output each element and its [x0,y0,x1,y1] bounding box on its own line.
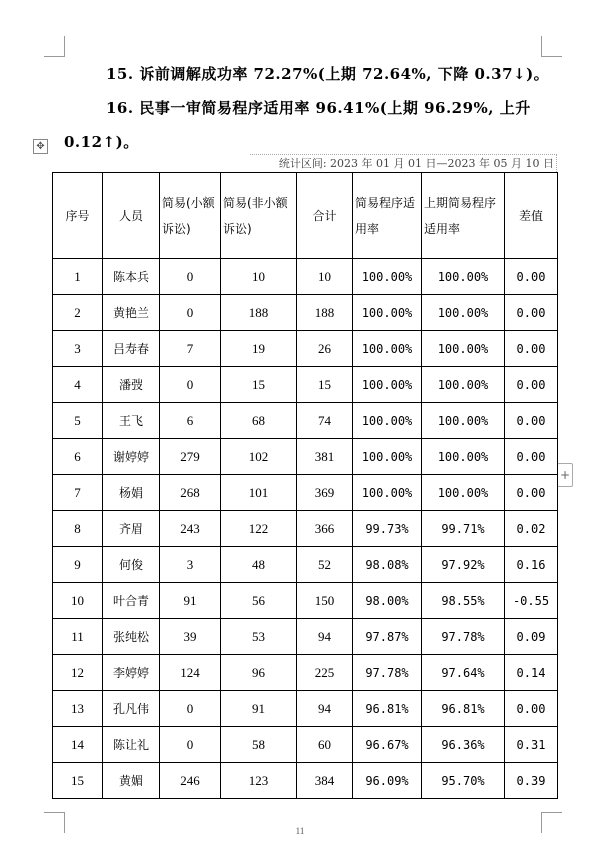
cell-difference: 0.00 [505,367,558,403]
cell-non-small-claims: 68 [221,403,297,439]
cell-rate: 96.09% [353,763,422,799]
cell-index: 8 [53,511,103,547]
cell-index: 2 [53,295,103,331]
cell-non-small-claims: 58 [221,727,297,763]
cell-index: 11 [53,619,103,655]
cell-difference: 0.14 [505,655,558,691]
cell-non-small-claims: 188 [221,295,297,331]
cell-total: 15 [297,367,353,403]
cell-rate: 99.73% [353,511,422,547]
cell-rate: 100.00% [353,367,422,403]
cell-total: 94 [297,691,353,727]
table-row [53,727,558,763]
table-row [53,295,558,331]
cell-non-small-claims: 15 [221,367,297,403]
cell-rate: 96.81% [353,691,422,727]
cell-non-small-claims: 10 [221,259,297,295]
cell-rate: 100.00% [353,295,422,331]
cell-previous-rate: 100.00% [422,331,505,367]
cell-person: 李婷婷 [103,655,160,691]
cell-total: 384 [297,763,353,799]
cell-person: 何俊 [103,547,160,583]
cell-difference: 0.31 [505,727,558,763]
cell-rate: 96.67% [353,727,422,763]
statistics-table [52,172,558,799]
header-previous-rate: 上期简易程序适用率 [422,173,505,259]
cell-person: 孔凡伟 [103,691,160,727]
cell-non-small-claims: 91 [221,691,297,727]
cell-total: 26 [297,331,353,367]
cell-previous-rate: 99.71% [422,511,505,547]
header-index: 序号 [53,173,103,259]
cell-difference: -0.55 [505,583,558,619]
cell-difference: 0.00 [505,691,558,727]
cell-index: 9 [53,547,103,583]
table-row [53,475,558,511]
cell-rate: 100.00% [353,331,422,367]
table-row [53,403,558,439]
cell-previous-rate: 96.36% [422,727,505,763]
cell-small-claims: 91 [160,583,221,619]
cell-rate: 98.08% [353,547,422,583]
cell-rate: 100.00% [353,439,422,475]
cell-small-claims: 6 [160,403,221,439]
cell-small-claims: 279 [160,439,221,475]
cell-previous-rate: 100.00% [422,403,505,439]
cell-difference: 0.16 [505,547,558,583]
cell-index: 14 [53,727,103,763]
table-row [53,511,558,547]
cell-rate: 97.78% [353,655,422,691]
cell-previous-rate: 97.92% [422,547,505,583]
stat-range: 统计区间: 2023 年 01 月 01 日—2023 年 05 月 10 日 [250,154,557,172]
cell-person: 黄艳兰 [103,295,160,331]
cell-non-small-claims: 96 [221,655,297,691]
cell-index: 10 [53,583,103,619]
cell-small-claims: 246 [160,763,221,799]
cell-previous-rate: 100.00% [422,367,505,403]
cell-person: 张纯松 [103,619,160,655]
cell-previous-rate: 100.00% [422,259,505,295]
cell-small-claims: 39 [160,619,221,655]
cell-rate: 97.87% [353,619,422,655]
cell-index: 1 [53,259,103,295]
table-row [53,655,558,691]
cell-small-claims: 0 [160,367,221,403]
table-row [53,619,558,655]
table-move-handle-icon[interactable]: ✥ [33,139,48,154]
cell-rate: 100.00% [353,259,422,295]
cell-difference: 0.00 [505,331,558,367]
cell-difference: 0.00 [505,439,558,475]
cell-index: 15 [53,763,103,799]
cell-non-small-claims: 101 [221,475,297,511]
cell-total: 369 [297,475,353,511]
cell-small-claims: 0 [160,691,221,727]
cell-total: 60 [297,727,353,763]
cell-total: 150 [297,583,353,619]
header-simple-non-small-claims: 简易(非小额诉讼) [221,173,297,259]
cell-previous-rate: 100.00% [422,295,505,331]
cell-index: 6 [53,439,103,475]
cell-non-small-claims: 48 [221,547,297,583]
cell-rate: 98.00% [353,583,422,619]
cell-person: 叶合青 [103,583,160,619]
cell-person: 谢婷婷 [103,439,160,475]
paragraph-16-line2: 0.12↑)。 [64,133,139,151]
header-person: 人员 [103,173,160,259]
cell-small-claims: 0 [160,295,221,331]
table-header-row [53,173,558,259]
cell-non-small-claims: 123 [221,763,297,799]
header-simple-rate: 简易程序适用率 [353,173,422,259]
cell-index: 12 [53,655,103,691]
cell-index: 7 [53,475,103,511]
cell-index: 5 [53,403,103,439]
cell-small-claims: 124 [160,655,221,691]
cell-total: 366 [297,511,353,547]
table-row [53,439,558,475]
table-row [53,583,558,619]
cell-difference: 0.00 [505,259,558,295]
cell-total: 94 [297,619,353,655]
cell-index: 3 [53,331,103,367]
cell-total: 225 [297,655,353,691]
table-row [53,763,558,799]
header-difference: 差值 [505,173,558,259]
table-row [53,547,558,583]
cell-rate: 100.00% [353,475,422,511]
crop-mark-top-left [44,36,65,57]
cell-total: 381 [297,439,353,475]
cell-person: 黄媚 [103,763,160,799]
cell-small-claims: 3 [160,547,221,583]
cell-total: 74 [297,403,353,439]
add-column-handle-icon[interactable]: + [557,463,573,487]
cell-previous-rate: 95.70% [422,763,505,799]
cell-total: 188 [297,295,353,331]
cell-person: 陈本兵 [103,259,160,295]
cell-person: 陈让礼 [103,727,160,763]
cell-difference: 0.00 [505,295,558,331]
cell-person: 吕寿春 [103,331,160,367]
cell-total: 10 [297,259,353,295]
header-simple-small-claims: 简易(小额诉讼) [160,173,221,259]
cell-index: 4 [53,367,103,403]
table-row [53,331,558,367]
cell-previous-rate: 100.00% [422,475,505,511]
table-row [53,259,558,295]
cell-rate: 100.00% [353,403,422,439]
cell-person: 齐眉 [103,511,160,547]
paragraph-15: 15. 诉前调解成功率 72.27%(上期 72.64%, 下降 0.37↓)。 [106,65,550,83]
cell-non-small-claims: 53 [221,619,297,655]
cell-small-claims: 268 [160,475,221,511]
cell-difference: 0.39 [505,763,558,799]
cell-small-claims: 243 [160,511,221,547]
cell-difference: 0.00 [505,403,558,439]
cell-non-small-claims: 122 [221,511,297,547]
cell-difference: 0.09 [505,619,558,655]
page-number: 11 [295,826,305,836]
cell-small-claims: 0 [160,259,221,295]
table-body [53,259,558,799]
cell-person: 潘弢 [103,367,160,403]
cell-previous-rate: 96.81% [422,691,505,727]
cell-total: 52 [297,547,353,583]
cell-difference: 0.02 [505,511,558,547]
paragraph-16-line1: 16. 民事一审简易程序适用率 96.41%(上期 96.29%, 上升 [106,99,531,117]
header-total: 合计 [297,173,353,259]
cell-small-claims: 7 [160,331,221,367]
cell-difference: 0.00 [505,475,558,511]
cell-person: 杨娟 [103,475,160,511]
cell-non-small-claims: 19 [221,331,297,367]
table-row [53,367,558,403]
cell-previous-rate: 100.00% [422,439,505,475]
table-row [53,691,558,727]
cell-person: 王飞 [103,403,160,439]
cell-previous-rate: 98.55% [422,583,505,619]
cell-non-small-claims: 102 [221,439,297,475]
cell-index: 13 [53,691,103,727]
cell-non-small-claims: 56 [221,583,297,619]
cell-previous-rate: 97.78% [422,619,505,655]
cell-small-claims: 0 [160,727,221,763]
cell-previous-rate: 97.64% [422,655,505,691]
crop-mark-top-right [541,36,562,57]
